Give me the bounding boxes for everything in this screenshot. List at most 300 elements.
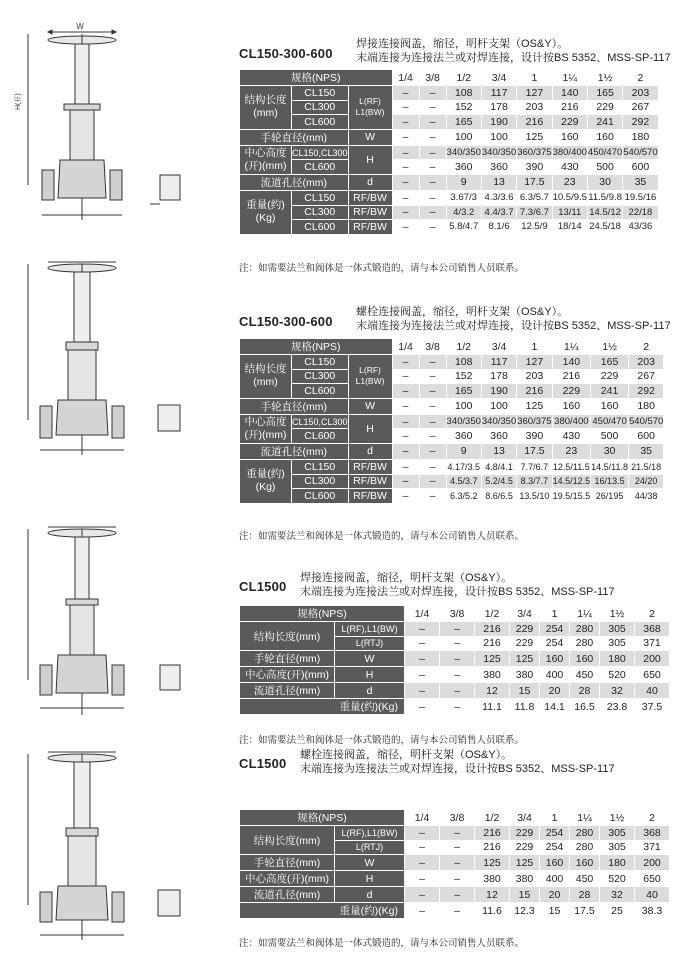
table-cell: 165 — [446, 384, 481, 399]
table-cell: 1 — [540, 606, 570, 622]
table-cell: 40 — [635, 887, 670, 903]
table-cell: 108 — [446, 86, 481, 101]
table-cell: – — [405, 651, 440, 667]
table-cell: 360 — [481, 429, 516, 444]
table-cell: 160 — [552, 129, 587, 145]
table-cell: 32 — [600, 887, 635, 903]
table-cell: CL600 — [292, 220, 349, 235]
table-cell: 100 — [481, 398, 516, 414]
table-cell: 23.8 — [600, 699, 635, 715]
table-cell: 11.6 — [475, 903, 510, 919]
table-cell: – — [419, 205, 446, 220]
gate-valve-drawing — [0, 740, 215, 940]
table-cell: 12 — [475, 887, 510, 903]
table-cell: 焊接连接阀盖，缩径，明杆支架（OS&Y）。 — [300, 572, 513, 584]
table-cell: RF/BW — [348, 459, 392, 474]
table-cell: H — [335, 871, 405, 887]
table-cell: 229 — [510, 826, 540, 841]
table-cell: 292 — [623, 115, 658, 130]
table-cell: 23 — [552, 443, 591, 459]
table-cell: 2 — [635, 810, 670, 826]
table-cell: 450 — [570, 667, 600, 683]
table-cell: 280 — [570, 826, 600, 841]
valve-drawing-3 — [0, 515, 215, 715]
header-cell: 规格(NPS) — [240, 70, 393, 86]
table-cell: – — [419, 459, 446, 474]
table-cell: 40 — [635, 683, 670, 699]
table-cell: 254 — [540, 636, 570, 651]
table-cell: 229 — [591, 369, 629, 384]
table-cell: 160 — [552, 398, 591, 414]
table-cell: 32 — [600, 683, 635, 699]
table-cell: 14.5/12.5 — [552, 474, 591, 489]
valve-section-3 — [0, 545, 700, 745]
table-cell: 结构长度(mm) — [240, 622, 335, 651]
table-cell: 450 — [570, 871, 600, 887]
table-cell: 手轮直径(mm) — [240, 651, 335, 667]
table-cell: – — [392, 160, 419, 175]
table-cell: 340/350 — [446, 147, 481, 159]
table-cell: – — [419, 145, 446, 160]
table-cell: – — [440, 683, 475, 699]
table-cell: 流道孔径(mm) — [240, 443, 349, 459]
table-cell: 3/4 — [510, 810, 540, 826]
table-cell: 100 — [446, 398, 481, 414]
table-cell: 650 — [635, 667, 670, 683]
table-cell: L(RTJ) — [335, 636, 405, 651]
footnote: 注：如需要法兰和阀体是一体式锻造的，请与本公司销售人员联系。 — [239, 263, 525, 274]
table-cell: – — [419, 190, 446, 205]
table-cell: 160 — [540, 855, 570, 871]
table-cell: 6.3/5.7 — [517, 190, 552, 205]
table-cell: 108 — [446, 355, 481, 370]
table-cell: – — [405, 683, 440, 699]
table-cell: 中心高度(开)(mm) — [240, 667, 335, 683]
table-cell: d — [348, 443, 392, 459]
table-cell: 11.5/9.8 — [588, 192, 622, 204]
table-cell: 280 — [570, 840, 600, 855]
table-cell: 254 — [540, 622, 570, 637]
table-cell: 规格(NPS) — [240, 606, 405, 622]
table-cell: 390 — [517, 429, 552, 444]
table-cell: 22/18 — [623, 205, 658, 220]
table-cell: 1/4 — [405, 606, 440, 622]
table-cell: 203 — [517, 100, 552, 115]
table-cell: 14.5/11.8 — [591, 459, 629, 474]
section-title: CL150-300-600 — [239, 46, 333, 61]
table-cell: 规格(NPS) — [240, 810, 405, 826]
table-cell: 160 — [591, 398, 629, 414]
table-cell: – — [405, 840, 440, 855]
table-cell: CL600 — [292, 429, 349, 444]
table-cell: 229 — [510, 840, 540, 855]
length-label: 结构长度 (mm) — [240, 86, 292, 130]
table-cell: 12 — [475, 683, 510, 699]
table-cell: CL150 — [292, 459, 349, 474]
spec-table-4 — [239, 809, 670, 919]
table-cell: 152 — [446, 100, 481, 115]
table-cell: 24/20 — [629, 474, 664, 489]
table-cell: 24.5/18 — [589, 221, 621, 233]
table-cell: – — [392, 100, 419, 115]
table-cell: – — [405, 903, 440, 919]
table-cell: 520 — [600, 667, 635, 683]
table-cell: – — [392, 443, 419, 459]
table-cell: – — [419, 369, 446, 384]
table-cell: 180 — [629, 398, 664, 414]
table-cell: 流道孔径(mm) — [240, 683, 335, 699]
table-cell: – — [440, 636, 475, 651]
table-cell: 125 — [517, 129, 552, 145]
table-cell: 末端连接为连接法兰或对焊连接，设计按BS 5352、MSS-SP-117 — [300, 586, 615, 598]
table-cell: 手轮直径(mm) — [240, 855, 335, 871]
table-cell: – — [419, 220, 446, 235]
table-cell: 5.8/4.7 — [446, 220, 481, 235]
table-cell: 229 — [510, 622, 540, 637]
table-cell: 19.5/16 — [624, 192, 657, 204]
table-cell: 1 — [517, 70, 552, 86]
table-cell: 4.4/3.7 — [481, 205, 516, 220]
table-cell: 30 — [587, 174, 622, 190]
footnote: 注：如需要法兰和阀体是一体式锻造的，请与本公司销售人员联系。 — [239, 531, 525, 542]
table-cell: 368 — [635, 622, 670, 637]
table-cell: 203 — [623, 86, 658, 101]
table-cell: – — [419, 174, 446, 190]
table-cell: 重量(约)(Kg) — [240, 699, 405, 715]
table-cell: RF/BW — [348, 220, 392, 235]
gate-valve-drawing — [0, 250, 215, 455]
table-cell: – — [419, 86, 446, 101]
table-cell: – — [392, 398, 419, 414]
table-cell: 100 — [481, 129, 516, 145]
table-cell: 13 — [481, 443, 516, 459]
table-cell: 216 — [475, 622, 510, 637]
table-cell: 267 — [629, 369, 664, 384]
table-cell: 127 — [517, 355, 552, 370]
table-cell: – — [419, 474, 446, 489]
table-cell: 9 — [446, 174, 481, 190]
table-cell: 4.17/3.5 — [446, 459, 481, 474]
table-cell: 1/2 — [475, 606, 510, 622]
table-cell: L(RF) L1(BW) — [348, 355, 392, 399]
table-cell: 380 — [475, 667, 510, 683]
table-cell: 1¼ — [552, 339, 591, 355]
table-cell: 127 — [517, 86, 552, 101]
table-cell: 规格(NPS) — [240, 339, 393, 355]
table-cell: d — [335, 683, 405, 699]
table-cell: 25 — [600, 903, 635, 919]
table-cell: – — [440, 622, 475, 637]
table-cell: 5.2/4.5 — [481, 474, 516, 489]
table-cell: 500 — [587, 160, 622, 175]
table-cell: 1/4 — [405, 810, 440, 826]
table-cell: 1/4 — [392, 339, 419, 355]
table-cell: 267 — [623, 100, 658, 115]
table-cell: 125 — [517, 398, 552, 414]
table-cell: 254 — [540, 840, 570, 855]
table-cell: 280 — [570, 636, 600, 651]
table-cell: 500 — [591, 429, 629, 444]
table-cell: 203 — [629, 355, 664, 370]
table-cell: – — [392, 220, 419, 235]
table-cell: W — [335, 855, 405, 871]
table-cell: 6.3/5.2 — [446, 489, 481, 504]
table-cell: 160 — [540, 651, 570, 667]
table-cell: 重量(约)(Kg) — [240, 903, 405, 919]
table-cell: L(RF),L1(BW) — [335, 622, 405, 637]
table-cell: 229 — [552, 384, 591, 399]
table-cell: 340/350 — [446, 416, 481, 428]
table-cell: 8.1/6 — [481, 220, 516, 235]
section-title: CL1500 — [239, 756, 287, 771]
table-cell: 450/470 — [587, 147, 623, 159]
table-cell: – — [392, 474, 419, 489]
table-cell: CL600 — [292, 115, 349, 130]
table-cell: 1 — [517, 339, 552, 355]
table-cell: 360 — [481, 160, 516, 175]
table-cell: 165 — [591, 355, 629, 370]
table-cell: 28 — [570, 887, 600, 903]
table-cell: 末端连接为连接法兰或对焊连接，设计按BS 5352、MSS-SP-117 — [356, 52, 671, 64]
table-cell: 1½ — [591, 339, 629, 355]
table-cell: 1½ — [587, 70, 622, 86]
table-cell: 360 — [446, 429, 481, 444]
table-cell: 190 — [481, 115, 516, 130]
table-cell: 160 — [570, 651, 600, 667]
table-cell: 结构长度(mm) — [240, 826, 335, 855]
table-cell: 3/8 — [440, 606, 475, 622]
table-cell: CL150,CL300 — [292, 145, 349, 160]
table-cell: 125 — [510, 855, 540, 871]
table-cell: 125 — [475, 651, 510, 667]
table-cell: 160 — [587, 129, 622, 145]
spec-table-1 — [239, 69, 659, 235]
table-cell: – — [419, 160, 446, 175]
table-cell: 117 — [481, 86, 516, 101]
table-cell: 13/11 — [552, 205, 587, 220]
table-cell: – — [405, 667, 440, 683]
table-cell: 203 — [517, 369, 552, 384]
table-cell: 540/570 — [629, 416, 664, 428]
table-cell: – — [392, 429, 419, 444]
section-title: CL150-300-600 — [239, 314, 333, 329]
table-cell: 末端连接为连接法兰或对焊连接，设计按BS 5352、MSS-SP-117 — [356, 320, 671, 332]
table-cell: 43/36 — [623, 220, 658, 235]
table-cell: – — [392, 115, 419, 130]
spec-table-3 — [239, 605, 670, 715]
table-cell: 216 — [475, 636, 510, 651]
table-cell: 2 — [629, 339, 664, 355]
table-cell: 400 — [540, 871, 570, 887]
table-cell: CL600 — [292, 160, 349, 175]
table-cell: 241 — [587, 115, 622, 130]
table-cell: 17.5 — [517, 174, 552, 190]
table-cell: – — [405, 622, 440, 637]
table-cell: 4.5/3.7 — [446, 474, 481, 489]
table-cell: 21.5/18 — [629, 459, 664, 474]
table-cell: CL150 — [292, 355, 349, 370]
table-cell: 4.3/3.6 — [481, 190, 516, 205]
table-cell: 中心高度(开)(mm) — [240, 871, 335, 887]
table-cell: 44/38 — [629, 489, 664, 504]
table-cell: 305 — [600, 840, 635, 855]
table-cell: 216 — [552, 369, 591, 384]
table-cell: L(RTJ) — [335, 840, 405, 855]
table-cell: 390 — [517, 160, 552, 175]
table-cell: 1/2 — [475, 810, 510, 826]
table-cell: 28 — [570, 683, 600, 699]
table-cell: – — [419, 115, 446, 130]
table-cell: 15 — [510, 887, 540, 903]
table-cell: – — [419, 489, 446, 504]
table-cell: 540/570 — [623, 147, 658, 159]
table-cell: 180 — [600, 651, 635, 667]
table-cell: 12.3 — [510, 903, 540, 919]
table-cell: 18/14 — [552, 220, 587, 235]
gate-valve-drawing — [0, 20, 215, 220]
table-cell: 305 — [600, 622, 635, 637]
table-cell: L(RF),L1(BW) — [335, 826, 405, 841]
table-cell: CL600 — [292, 384, 349, 399]
table-cell: 焊接连接阀盖，缩径，明杆支架（OS&Y）。 — [356, 38, 569, 50]
table-cell: 140 — [552, 86, 587, 101]
valve-drawing-4 — [0, 740, 215, 940]
table-cell: – — [440, 699, 475, 715]
table-cell: 1 — [540, 810, 570, 826]
gate-valve-drawing — [0, 515, 215, 715]
footnote: 注：如需要法兰和阀体是一体式锻造的，请与本公司销售人员联系。 — [239, 735, 525, 746]
table-cell: 1¼ — [570, 606, 600, 622]
table-cell: – — [440, 887, 475, 903]
section-description — [300, 571, 615, 599]
table-cell: 1¼ — [552, 70, 587, 86]
table-cell: 26/195 — [591, 489, 629, 504]
section-description — [356, 37, 671, 65]
table-cell: 8.6/6.5 — [481, 489, 516, 504]
table-cell: – — [419, 129, 446, 145]
table-cell: 160 — [570, 855, 600, 871]
table-cell: 末端连接为连接法兰或对焊连接，设计按BS 5352、MSS-SP-117 — [300, 763, 615, 775]
table-cell: 380 — [510, 667, 540, 683]
table-cell: 35 — [623, 174, 658, 190]
table-cell: 1½ — [600, 810, 635, 826]
table-cell: 37.5 — [635, 699, 670, 715]
table-cell: 241 — [591, 384, 629, 399]
table-cell: 重量(约) (Kg) — [240, 190, 292, 234]
table-cell: 13 — [481, 174, 516, 190]
table-cell: 650 — [635, 871, 670, 887]
table-cell: 4/3.2 — [446, 205, 481, 220]
table-cell: CL150,CL300 — [292, 414, 349, 429]
table-cell: 430 — [552, 160, 587, 175]
table-cell: 1¼ — [570, 810, 600, 826]
table-cell: 19.5/15.5 — [552, 489, 591, 504]
table-cell: – — [405, 855, 440, 871]
table-cell: H — [348, 414, 392, 443]
table-cell: – — [405, 636, 440, 651]
table-cell: 3.67/3 — [446, 190, 481, 205]
table-cell: – — [405, 871, 440, 887]
table-cell: 100 — [446, 129, 481, 145]
table-cell: CL150 — [292, 190, 349, 205]
table-cell: 200 — [635, 651, 670, 667]
table-cell: 中心高度 (开)(mm) — [240, 145, 292, 174]
table-cell: 3/8 — [419, 339, 446, 355]
table-cell: 117 — [481, 355, 516, 370]
table-cell: 4.8/4.1 — [481, 459, 516, 474]
table-cell: 中心高度 (开)(mm) — [240, 414, 292, 443]
table-cell: 165 — [446, 115, 481, 130]
table-cell: d — [335, 887, 405, 903]
table-cell: CL300 — [292, 369, 349, 384]
table-cell: – — [392, 86, 419, 101]
table-cell: 12.5/9 — [517, 220, 552, 235]
table-cell: 380/400 — [552, 414, 591, 429]
table-cell: 430 — [552, 429, 591, 444]
table-cell: 流道孔径(mm) — [240, 174, 349, 190]
table-cell: W — [76, 22, 84, 31]
table-cell: 229 — [510, 636, 540, 651]
table-cell: 1/2 — [446, 70, 481, 86]
table-cell: – — [392, 355, 419, 370]
table-cell: – — [405, 699, 440, 715]
section-description — [356, 305, 671, 333]
table-cell: 600 — [629, 429, 664, 444]
table-cell: CL300 — [292, 205, 349, 220]
table-cell: 180 — [623, 129, 658, 145]
table-cell: – — [419, 443, 446, 459]
table-cell: – — [392, 145, 419, 160]
table-cell: – — [419, 429, 446, 444]
table-cell: 216 — [517, 115, 552, 130]
section-title: CL1500 — [239, 579, 287, 594]
valve-section-4 — [0, 745, 700, 955]
table-cell: 3/8 — [440, 810, 475, 826]
valve-section-2 — [0, 270, 700, 550]
table-cell: – — [419, 355, 446, 370]
table-cell: 10.5/9.5 — [552, 192, 587, 204]
table-cell: 340/350 — [481, 147, 517, 159]
table-cell: 125 — [475, 855, 510, 871]
table-cell: 216 — [552, 100, 587, 115]
table-cell: 15 — [540, 903, 570, 919]
table-cell: 20 — [540, 887, 570, 903]
table-cell: 305 — [600, 636, 635, 651]
table-cell: 螺栓连接阀盖，缩径，明杆支架（OS&Y）。 — [356, 306, 569, 318]
table-cell: – — [419, 100, 446, 115]
table-cell: 380/400 — [552, 147, 587, 159]
table-cell: 3/4 — [510, 606, 540, 622]
table-cell: 手轮直径(mm) — [240, 129, 349, 145]
table-cell: d — [348, 174, 392, 190]
table-cell: 229 — [552, 115, 587, 130]
table-cell: – — [392, 190, 419, 205]
table-cell: 152 — [446, 369, 481, 384]
table-cell: 292 — [629, 384, 664, 399]
table-cell: – — [392, 414, 419, 429]
table-cell: L(RF) L1(BW) — [348, 86, 392, 130]
table-cell: 165 — [587, 86, 622, 101]
table-cell: H — [348, 145, 392, 174]
table-cell: – — [392, 129, 419, 145]
table-cell: – — [392, 205, 419, 220]
table-cell: 380 — [475, 871, 510, 887]
valve-drawing-2 — [0, 250, 215, 455]
table-cell: RF/BW — [348, 205, 392, 220]
table-cell: 400 — [540, 667, 570, 683]
table-cell: H — [335, 667, 405, 683]
table-cell: – — [392, 384, 419, 399]
